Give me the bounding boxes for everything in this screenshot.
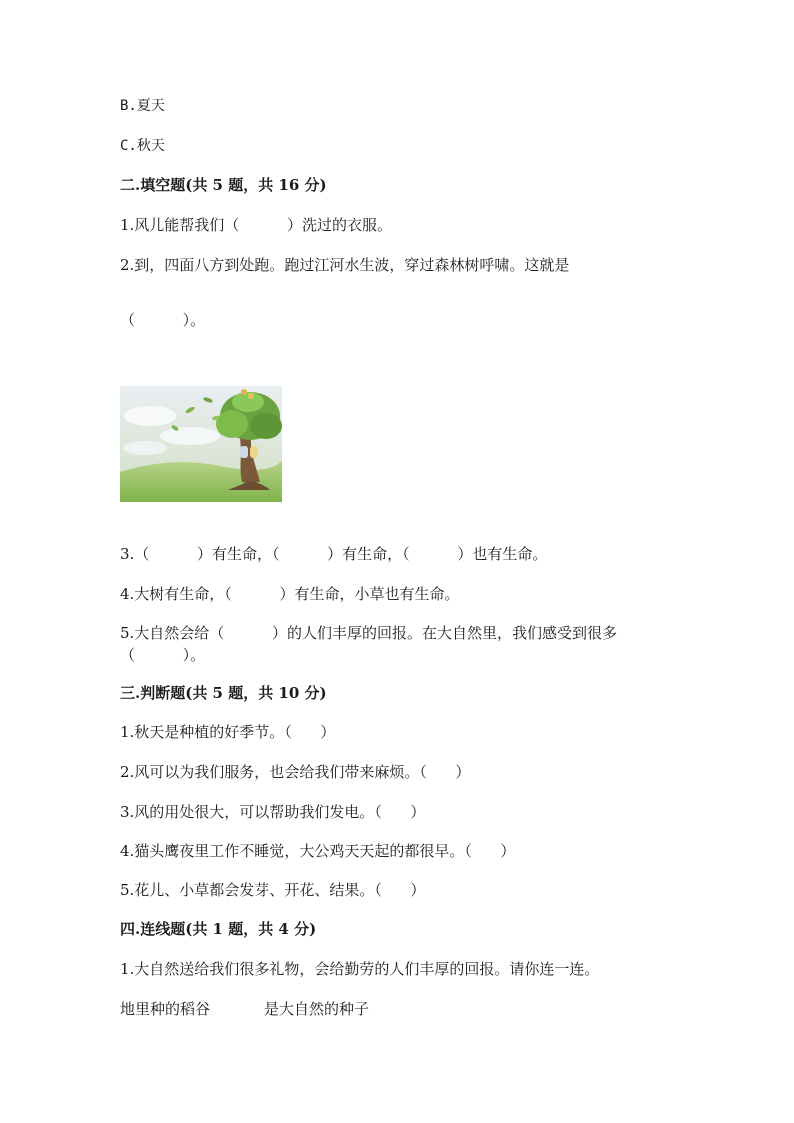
wind-tree-illustration (120, 386, 282, 502)
fill-question-2-line-1: 2.到，四面八方到处跑。跑过江河水生波，穿过森林树呼啸。这就是 (120, 256, 570, 274)
option-b: B.夏天 (120, 98, 165, 114)
matching-question-1: 1.大自然送给我们很多礼物，会给勤劳的人们丰厚的回报。请你连一连。 (120, 960, 600, 978)
section-title-matching: 四.连线题(共 1 题，共 4 分) (120, 920, 317, 938)
judge-question-1: 1.秋天是种植的好季节。（ ） (120, 723, 336, 741)
section-title-judge: 三.判断题(共 5 题，共 10 分) (120, 684, 327, 702)
fill-question-1: 1.风儿能帮我们（ ）洗过的衣服。 (120, 216, 392, 234)
fill-question-3: 3.（ ）有生命，（ ）有生命，（ ）也有生命。 (120, 545, 548, 563)
judge-question-3: 3.风的用处很大，可以帮助我们发电。（ ） (120, 803, 426, 821)
fill-question-5-line-1: 5.大自然会给（ ）的人们丰厚的回报。在大自然里，我们感受到很多 (120, 624, 617, 642)
fill-question-2-line-2: （ ）。 (120, 311, 206, 329)
fill-question-5-line-2: （ ）。 (120, 646, 206, 664)
judge-question-5: 5.花儿、小草都会发芽、开花、结果。（ ） (120, 881, 426, 899)
fill-question-4: 4.大树有生命，（ ）有生命，小草也有生命。 (120, 585, 460, 603)
judge-question-4: 4.猫头鹰夜里工作不睡觉，大公鸡天天起的都很早。（ ） (120, 842, 516, 860)
judge-question-2: 2.风可以为我们服务，也会给我们带来麻烦。（ ） (120, 763, 471, 781)
option-c: C.秋天 (120, 138, 165, 154)
matching-left-item: 地里种的稻谷 (120, 1000, 211, 1018)
matching-right-item: 是大自然的种子 (264, 1000, 370, 1018)
section-title-fill-blank: 二.填空题(共 5 题，共 16 分) (120, 176, 327, 194)
